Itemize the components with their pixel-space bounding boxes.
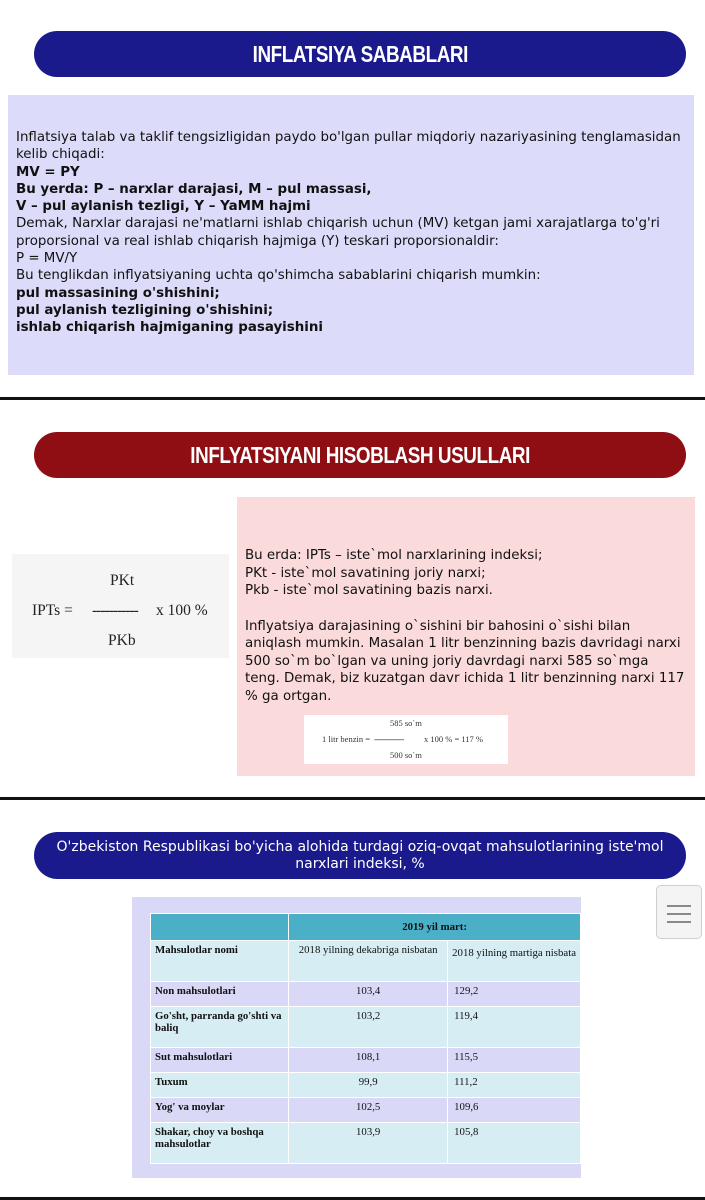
section1-panel <box>8 95 694 375</box>
s1-line: Inflatsiya talab va taklif tengsizligidan paydo bo'lgan pullar miqdoriy nazariyasining tenglamasidan kelib chiqadi: <box>16 130 681 163</box>
row-value-dec: 108,1 <box>289 1048 448 1073</box>
section3-banner <box>34 832 686 879</box>
column-header: 2018 yilning dekabriga nisbatan <box>289 941 448 982</box>
formula-numerator: PKt <box>110 572 135 589</box>
row-name: Yog' va moylar <box>151 1098 289 1123</box>
example-numerator: 585 so`m <box>390 718 422 728</box>
table-row <box>151 1098 581 1123</box>
s1-line: ishlab chiqarish hajmiganing pasayishini <box>16 320 323 336</box>
section3-title: O'zbekiston Respublikasi bo'yicha alohida turdagi oziq-ovqat mahsulotlarining iste'mol narxlari indeksi, % <box>56 838 664 872</box>
explain-line: Pkb - iste`mol savatining bazis narxi. <box>245 583 493 598</box>
formula-multiplier: x 100 % <box>156 602 208 619</box>
formula-denominator: PKb <box>108 632 136 649</box>
column-header: Mahsulotlar nomi <box>151 941 289 982</box>
formula-dashes: ----------- <box>92 602 138 619</box>
row-value-dec: 102,5 <box>289 1098 448 1123</box>
hamburger-icon <box>667 905 691 907</box>
column-header: 2018 yilning martiga nisbata <box>448 941 581 982</box>
table-row <box>151 1123 581 1164</box>
explain-line: PKt - iste`mol savatining joriy narxi; <box>245 565 486 581</box>
divider <box>0 797 705 800</box>
row-value-mar: 109,6 <box>448 1098 581 1123</box>
formula-lhs: IPTs = <box>32 602 73 619</box>
menu-button[interactable] <box>656 885 702 939</box>
table-row <box>151 1007 581 1048</box>
example-result: x 100 % = 117 % <box>424 734 484 744</box>
row-name: Sut mahsulotlari <box>151 1048 289 1073</box>
row-value-dec: 103,9 <box>289 1123 448 1164</box>
row-value-dec: 103,4 <box>289 982 448 1007</box>
section1-banner <box>34 31 686 77</box>
row-name: Tuxum <box>151 1073 289 1098</box>
row-value-mar: 119,4 <box>448 1007 581 1048</box>
row-value-mar: 129,2 <box>448 982 581 1007</box>
ipts-formula <box>12 554 229 658</box>
row-name: Non mahsulotlari <box>151 982 289 1007</box>
table-year-header: 2019 yil mart: <box>289 914 581 941</box>
row-name: Shakar, choy va boshqa mahsulotlar <box>151 1123 289 1164</box>
table-row <box>151 982 581 1007</box>
s1-line: V – pul aylanish tezligi, Y – YaMM hajmi <box>16 199 311 215</box>
price-index-table <box>150 913 581 1164</box>
row-value-mar: 105,8 <box>448 1123 581 1164</box>
hamburger-icon <box>667 913 691 915</box>
row-value-dec: 103,2 <box>289 1007 448 1048</box>
explain-line: Bu erda: IPTs – iste`mol narxlarining indeksi; <box>245 548 543 563</box>
explain-paragraph: Inflyatsiya darajasining o`sishini bir bahosini o`sishi bilan aniqlash mumkin. Masalan 1 litr benzinning bazis davridagi narxi 500 so`m bo`lgan va uning joriy davrdagi narxi 585 so`mga teng. Demak, biz kuzatgan davr ichida 1 litr benzinning narxi 117 % ga ortgan. <box>245 618 685 704</box>
section1-title: INFLATSIYA SABABLARI <box>252 40 468 67</box>
section2-title: INFLYATSIYANI HISOBLASH USULLARI <box>190 441 530 468</box>
s1-line: MV = PY <box>16 164 80 180</box>
benzin-example <box>304 715 508 764</box>
s1-line: Bu yerda: P – narxlar darajasi, M – pul massasi, <box>16 181 372 197</box>
s1-line: Demak, Narxlar darajasi ne'matlarni ishlab chiqarish uchun (MV) ketgan jami xarajatlarga to'g'ri proporsional va real ishlab chiqarish hajmiga (Y) teskari proporsionaldir: <box>16 216 660 249</box>
s1-line: P = MV/Y <box>16 251 78 267</box>
s1-line: pul massasining o'shishini; <box>16 285 220 301</box>
example-lhs: 1 litr benzin = <box>322 734 370 744</box>
hamburger-icon <box>667 921 691 923</box>
row-value-mar: 111,2 <box>448 1073 581 1098</box>
divider <box>0 397 705 400</box>
table-row <box>151 1048 581 1073</box>
example-dashes: ---------------- <box>374 734 404 744</box>
section2-banner <box>34 432 686 478</box>
row-value-mar: 115,5 <box>448 1048 581 1073</box>
row-name: Go'sht, parranda go'shti va baliq <box>151 1007 289 1048</box>
table-corner <box>151 914 289 941</box>
s1-line: Bu tenglikdan inflyatsiyaning uchta qo'shimcha sabablarini chiqarish mumkin: <box>16 268 541 284</box>
example-denominator: 500 so`m <box>390 750 422 760</box>
price-index-table-panel <box>132 897 581 1178</box>
s1-line: pul aylanish tezligining o'shishini; <box>16 302 274 318</box>
table-row <box>151 1073 581 1098</box>
row-value-dec: 99,9 <box>289 1073 448 1098</box>
table-header-row <box>151 941 581 982</box>
